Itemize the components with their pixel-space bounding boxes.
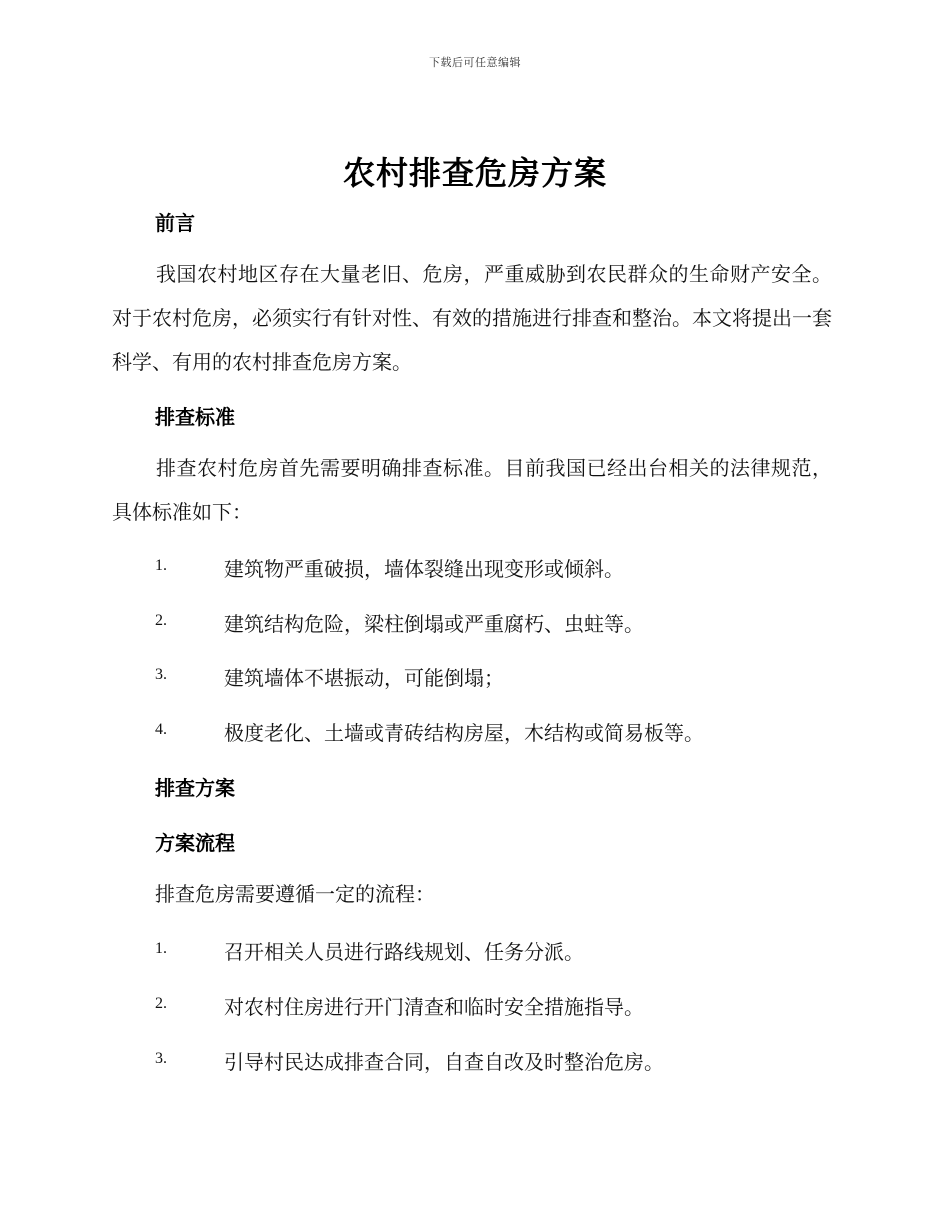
header-note: 下载后可任意编辑	[429, 56, 521, 69]
list-text: 建筑物严重破损，墙体裂缝出现变形或倾斜。	[224, 557, 624, 581]
paragraph-preface: 我国农村地区存在大量老旧、危房，严重威胁到农民群众的生命财产安全。对于农村危房，必须实行有针对性、有效的措施进行排查和整治。本文将提出一套科学、有用的农村排查危房方案。	[112, 262, 832, 374]
document-title: 农村排查危房方案	[342, 154, 607, 192]
list-number: 2.	[155, 995, 167, 1012]
list-text: 建筑结构危险，梁柱倒塌或严重腐朽、虫蛀等。	[224, 612, 644, 636]
list-item	[155, 553, 835, 583]
list-item	[155, 936, 835, 966]
list-item	[155, 717, 835, 747]
heading-process: 方案流程	[155, 831, 235, 855]
heading-standards: 排查标准	[155, 405, 235, 429]
paragraph-process: 排查危房需要遵循一定的流程：	[155, 882, 435, 906]
paragraph-standards: 排查农村危房首先需要明确排查标准。目前我国已经出台相关的法律规范，具体标准如下：	[112, 456, 832, 524]
list-number: 2.	[155, 612, 167, 629]
list-item	[155, 991, 835, 1021]
list-number: 1.	[155, 940, 167, 957]
list-number: 4.	[155, 721, 167, 738]
list-number: 3.	[155, 1050, 167, 1067]
list-text: 引导村民达成排查合同，自查自改及时整治危房。	[224, 1050, 664, 1074]
list-item	[155, 1046, 835, 1076]
heading-preface: 前言	[155, 211, 195, 235]
heading-plan: 排查方案	[155, 776, 235, 800]
list-item	[155, 662, 835, 692]
list-number: 1.	[155, 557, 167, 574]
list-text: 对农村住房进行开门清查和临时安全措施指导。	[224, 995, 644, 1019]
list-item	[155, 608, 835, 638]
list-number: 3.	[155, 666, 167, 683]
list-text: 召开相关人员进行路线规划、任务分派。	[224, 940, 584, 964]
list-text: 建筑墙体不堪振动，可能倒塌；	[224, 666, 504, 690]
list-text: 极度老化、土墙或青砖结构房屋，木结构或简易板等。	[224, 721, 704, 745]
